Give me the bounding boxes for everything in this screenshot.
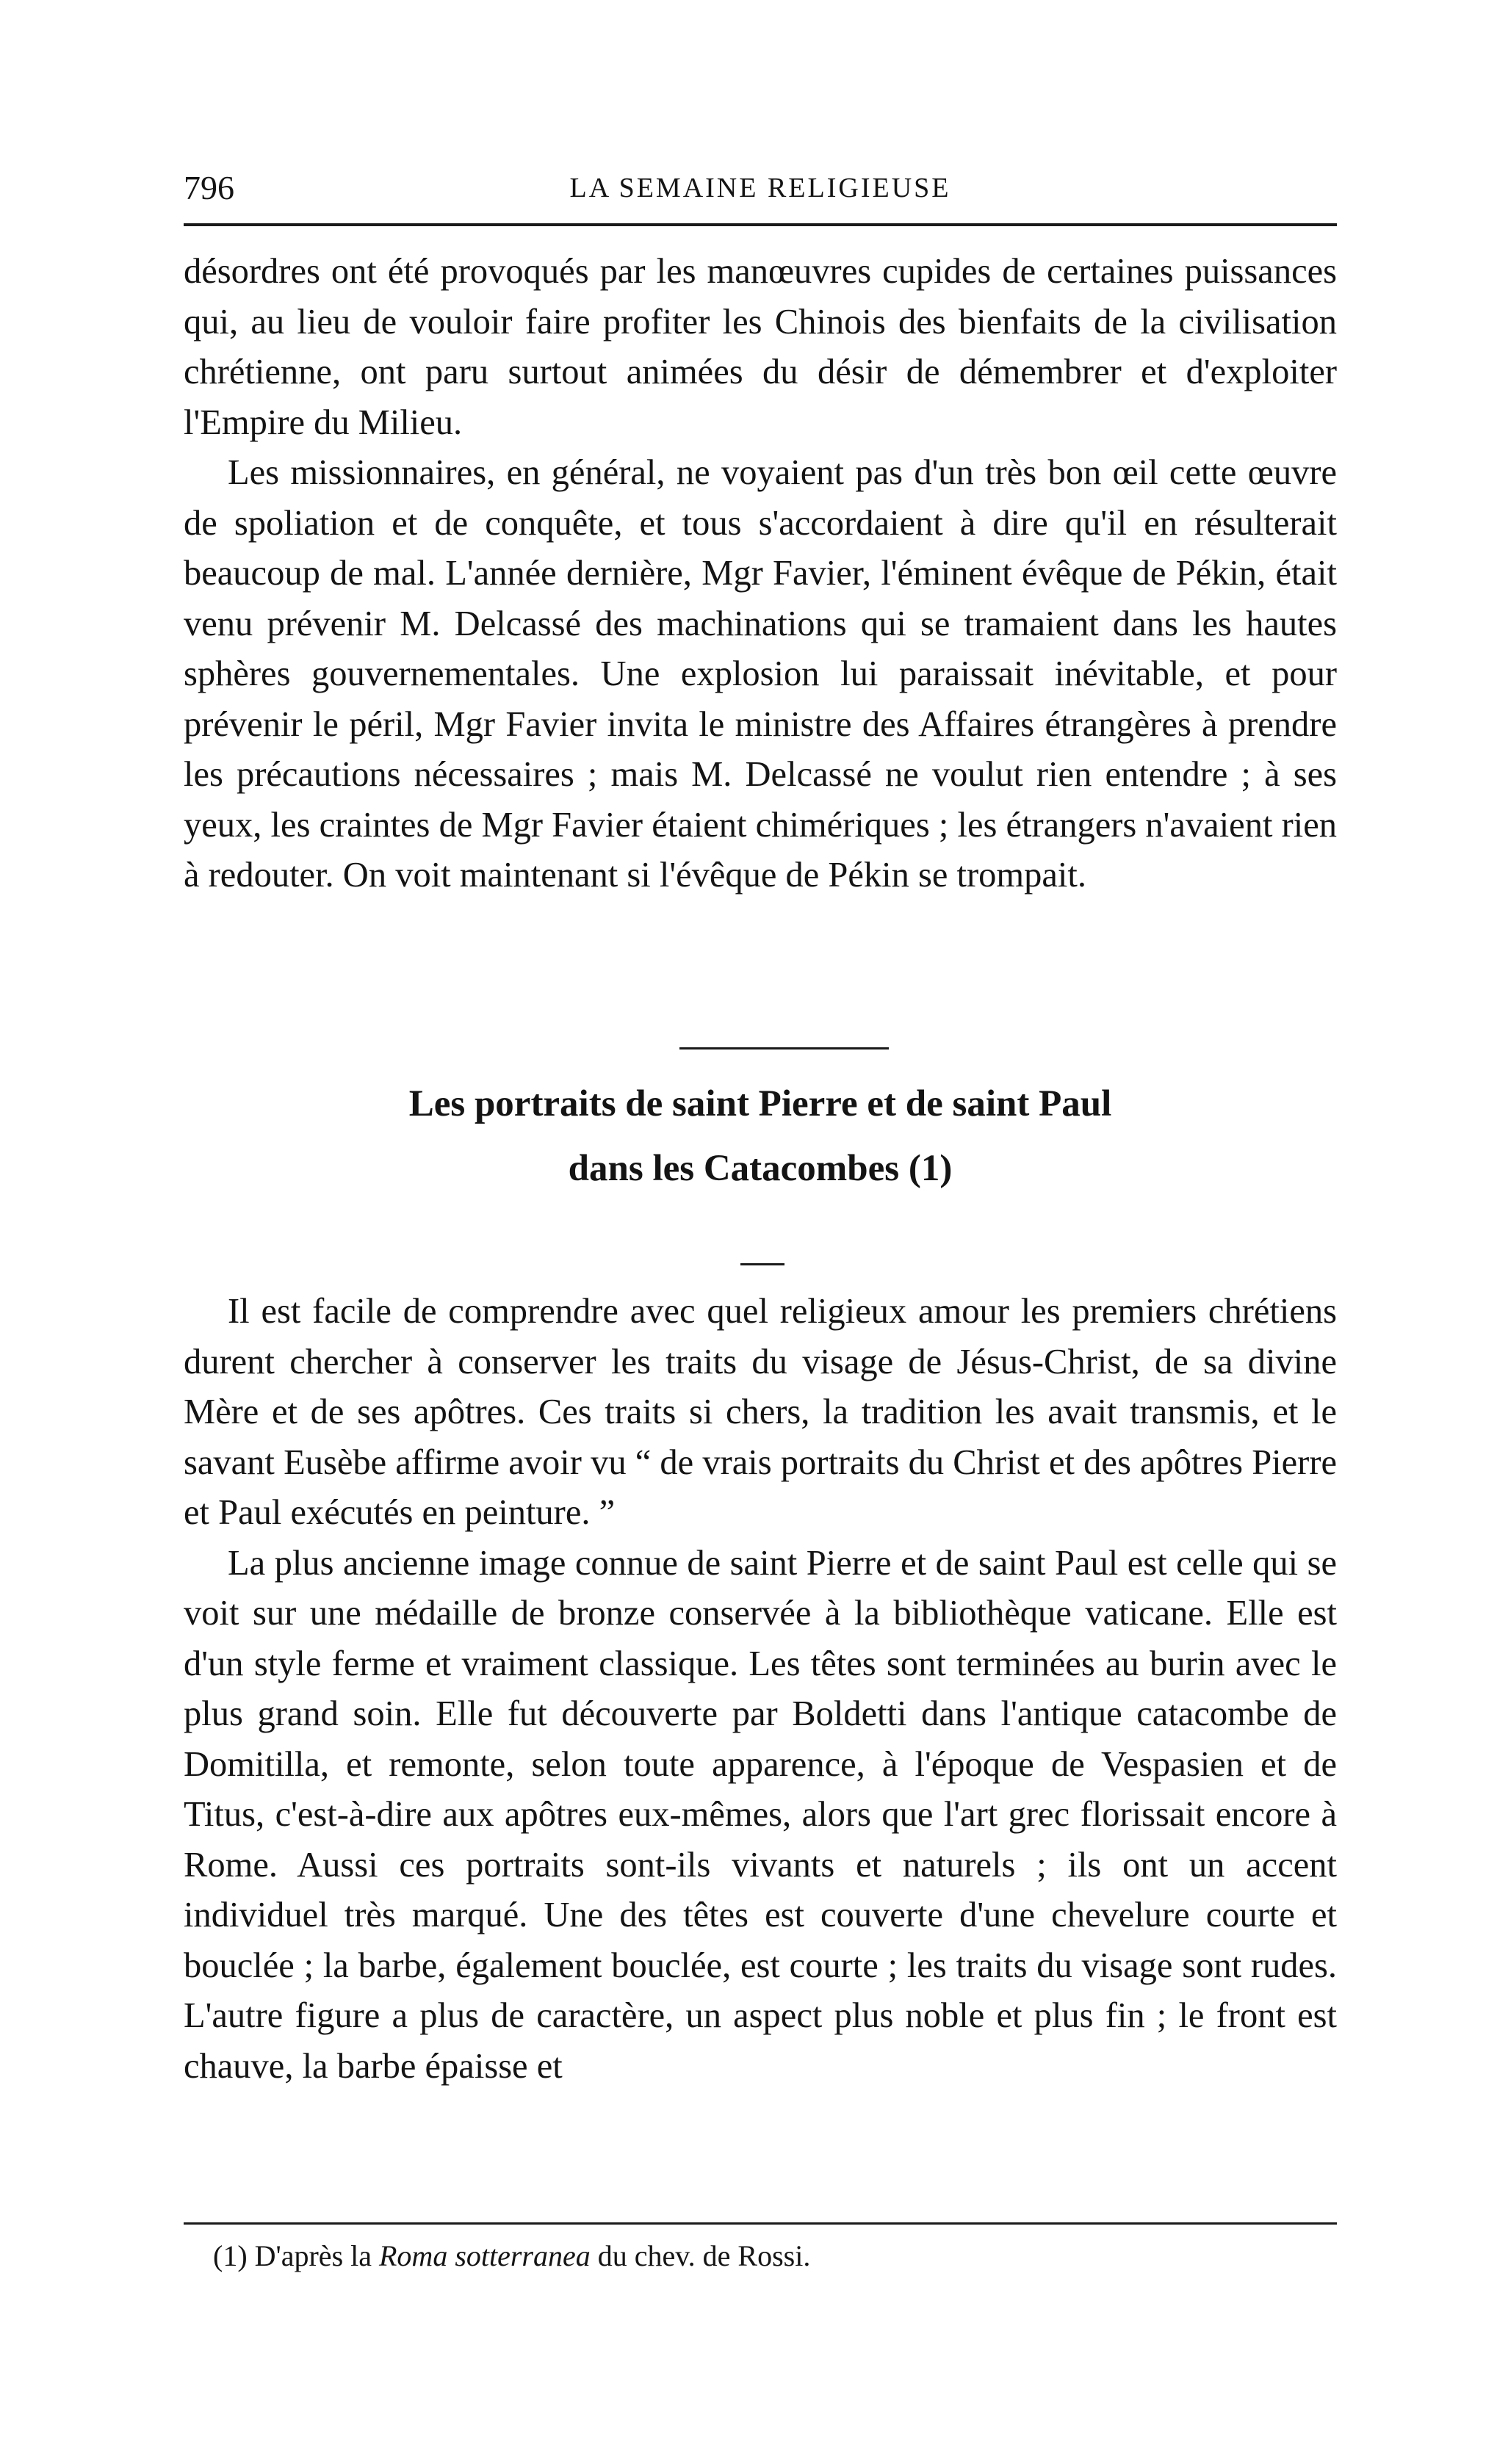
paragraph-medal: La plus ancienne image connue de saint Pierre et de saint Paul est celle qui se voit sur une médaille de bronze conservée à la bibliothèque vaticane. Elle est d'un style ferme et vraiment classique. Les têtes sont terminées au burin avec le plus grand soin. Elle fut découverte par Boldetti dans l'antique catacombe de Domitilla, et remonte, selon toute apparence, à l'époque de Vespasien et de Titus, c'est-à-dire aux apôtres eux-mêmes, alors que l'art grec florissait encore à Rome. Aussi ces portraits sont-ils vivants et naturels ; ils ont un accent individuel très marqué. Une des têtes est couverte d'une chevelure courte et bouclée ; la barbe, également bouclée, est courte ; les traits du visage sont rudes. L'autre figure a plus de caractère, un aspect plus noble et plus fin ; le front est chauve, la barbe épaisse et [184,1543,1337,2086]
header-rule [184,223,1337,226]
footnote-prefix: D'après la [254,2239,372,2272]
text-block-china [184,247,1337,901]
paragraph-continued: désordres ont été provoqués par les manœuvres cupides de certaines puissances qui, au lieu de vouloir faire profiter les Chinois des bienfaits de la civilisation chrétienne, ont paru surtout animées du désir de démembrer et d'exploiter l'Empire du Milieu. [184,252,1337,442]
text-block-portraits [184,1287,1337,2092]
section-divider [679,1047,889,1049]
footnote [213,2236,810,2277]
footnote-suffix: du chev. de Rossi. [597,2239,811,2272]
paragraph-missionaries: Les missionnaires, en général, ne voyaient pas d'un très bon œil cette œuvre de spoliation et de conquête, et tous s'accordaient à dire qu'il en résulterait beaucoup de mal. L'année dernière, Mgr Favier, l'éminent évêque de Pékin, était venu prévenir M. Delcassé des machinations qui se tramaient dans les hautes sphères gouvernementales. Une explosion lui paraissait inévitable, et pour prévenir le péril, Mgr Favier invita le ministre des Affaires étrangères à prendre les précautions nécessaires ; mais M. Delcassé ne voulut rien entendre ; à ses yeux, les craintes de Mgr Favier étaient chimériques ; les étrangers n'avaient rien à redouter. On voit maintenant si l'évêque de Pékin se trompait. [184,453,1337,895]
page-number: 796 [184,169,234,206]
section-title-line-1: Les portraits de saint Pierre et de saint Paul [408,1083,1112,1124]
footnote-marker: (1) [213,2239,248,2272]
paragraph-tradition: Il est facile de comprendre avec quel religieux amour les premiers chrétiens durent chercher à conserver les traits du visage de Jésus-Christ, de sa divine Mère et de ses apôtres. Ces traits si chers, la tradition les avait transmis, et le savant Eusèbe affirme avoir vu “ de vrais portraits du Christ et des apôtres Pierre et Paul exécutés en peinture. ” [184,1292,1337,1532]
running-title: LA SEMAINE RELIGIEUSE [569,173,951,203]
section-title-line-2: dans les Catacombes (1) [568,1148,953,1189]
title-divider [740,1263,784,1265]
page-header [184,166,1337,210]
footnote-rule [184,2222,1337,2225]
footnote-work-title: Roma sotterranea [379,2239,591,2272]
